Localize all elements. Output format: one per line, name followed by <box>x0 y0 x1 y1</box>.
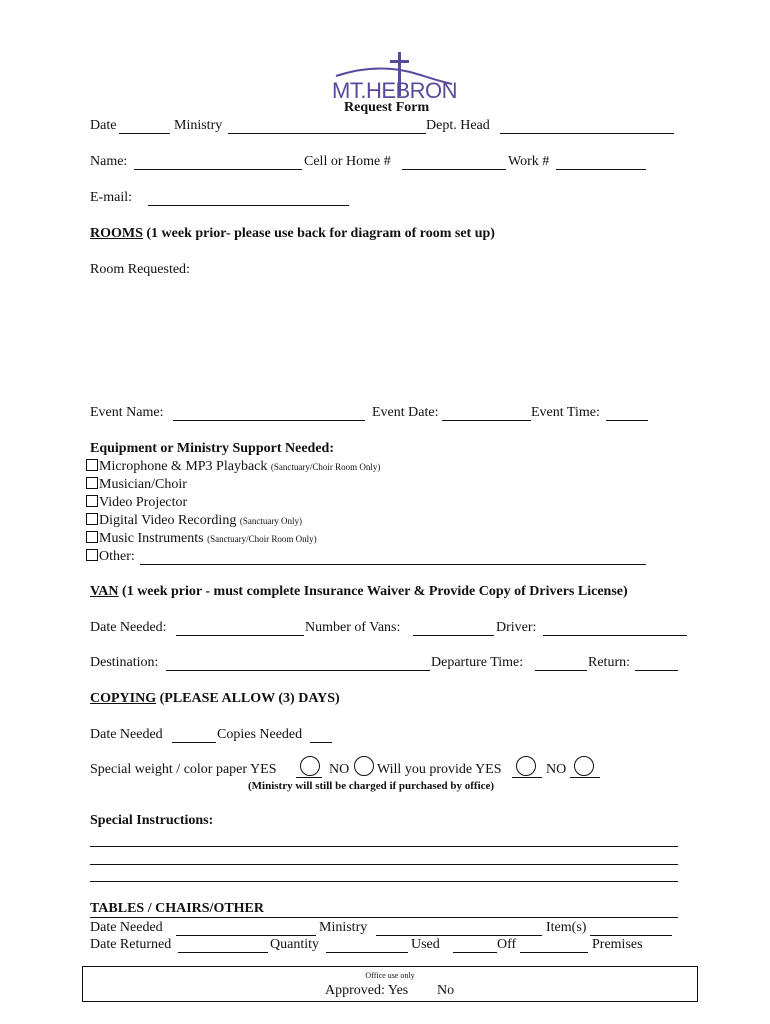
tables-date-needed-label: Date Needed <box>90 920 163 935</box>
ministry-field[interactable] <box>228 133 426 134</box>
special-instructions-line-2[interactable] <box>90 864 678 865</box>
used-label: Used <box>411 937 440 952</box>
approved-yes[interactable]: Approved: Yes <box>325 983 409 998</box>
checkbox[interactable] <box>86 549 98 561</box>
tables-heading-line <box>90 917 678 918</box>
rooms-heading: ROOMS (1 week prior- please use back for diagram of room set up) <box>90 226 495 241</box>
num-vans-label: Number of Vans: <box>305 620 401 635</box>
work-field[interactable] <box>556 169 646 170</box>
destination-label: Destination: <box>90 655 159 670</box>
provide-no-underline <box>570 777 600 778</box>
van-heading: VAN (1 week prior - must complete Insurance Waiver & Provide Copy of Drivers License) <box>90 584 628 599</box>
event-time-label: Event Time: <box>531 405 600 420</box>
equipment-item-video-recording[interactable]: Digital Video Recording (Sanctuary Only) <box>86 513 302 529</box>
cell-field[interactable] <box>402 169 506 170</box>
will-provide-no-label: NO <box>546 762 567 777</box>
event-name-label: Event Name: <box>90 405 164 420</box>
logo-text: MT.HEBRON <box>332 78 458 103</box>
date-returned-field[interactable] <box>178 952 268 953</box>
equipment-item-other[interactable]: Other: <box>86 549 135 565</box>
equipment-heading: Equipment or Ministry Support Needed: <box>90 441 334 456</box>
event-date-label: Event Date: <box>372 405 439 420</box>
special-paper-label: Special weight / color paper YES <box>90 762 277 777</box>
equipment-item-microphone[interactable]: Microphone & MP3 Playback (Sanctuary/Choir Room Only) <box>86 459 380 475</box>
date-returned-label: Date Returned <box>90 937 172 952</box>
will-provide-no-radio[interactable] <box>574 756 594 776</box>
other-field[interactable] <box>140 564 646 565</box>
date-field[interactable] <box>119 133 170 134</box>
email-field[interactable] <box>148 205 349 206</box>
special-paper-no-radio[interactable] <box>354 756 374 776</box>
departure-label: Departure Time: <box>431 655 524 670</box>
approved-no[interactable]: No <box>437 983 455 998</box>
copies-needed-field[interactable] <box>310 742 332 743</box>
destination-field[interactable] <box>166 670 430 671</box>
event-date-field[interactable] <box>442 420 531 421</box>
will-provide-label: Will you provide YES <box>377 762 502 777</box>
equipment-item-projector[interactable]: Video Projector <box>86 495 187 511</box>
name-label: Name: <box>90 154 128 169</box>
will-provide-yes-radio[interactable] <box>516 756 536 776</box>
used-field[interactable] <box>453 952 497 953</box>
date-label: Date <box>90 118 117 133</box>
quantity-label: Quantity <box>270 937 319 952</box>
event-name-field[interactable] <box>173 420 365 421</box>
checkbox[interactable] <box>86 495 98 507</box>
special-paper-no-label: NO <box>329 762 350 777</box>
ministry-label: Ministry <box>174 118 223 133</box>
special-paper-yes-radio[interactable] <box>300 756 320 776</box>
office-use-label: Office use only <box>365 971 415 980</box>
tables-date-needed-field[interactable] <box>176 935 316 936</box>
special-instructions-heading: Special Instructions: <box>90 813 214 828</box>
cell-label: Cell or Home # <box>304 154 391 169</box>
room-requested-label: Room Requested: <box>90 262 190 277</box>
equipment-item-musician[interactable]: Musician/Choir <box>86 477 187 493</box>
return-field[interactable] <box>635 670 678 671</box>
off-field[interactable] <box>520 952 588 953</box>
copies-needed-label: Copies Needed <box>217 727 303 742</box>
tables-items-label: Item(s) <box>546 920 587 935</box>
special-instructions-line-1[interactable] <box>90 846 678 847</box>
special-instructions-line-3[interactable] <box>90 881 678 882</box>
quantity-field[interactable] <box>326 952 408 953</box>
departure-field[interactable] <box>535 670 587 671</box>
premises-label: Premises <box>592 937 643 952</box>
checkbox[interactable] <box>86 531 98 543</box>
dept-head-label: Dept. Head <box>426 118 490 133</box>
checkbox[interactable] <box>86 513 98 525</box>
van-date-label: Date Needed: <box>90 620 167 635</box>
form-title: Request Form <box>344 100 430 115</box>
tables-items-field[interactable] <box>590 935 672 936</box>
mt-hebron-logo <box>330 50 460 106</box>
email-label: E-mail: <box>90 190 132 205</box>
tables-ministry-field[interactable] <box>376 935 542 936</box>
checkbox[interactable] <box>86 459 98 471</box>
checkbox[interactable] <box>86 477 98 489</box>
copying-heading: COPYING (PLEASE ALLOW (3) DAYS) <box>90 691 340 706</box>
tables-ministry-label: Ministry <box>319 920 368 935</box>
van-date-field[interactable] <box>176 635 304 636</box>
num-vans-field[interactable] <box>413 635 494 636</box>
event-time-field[interactable] <box>606 420 648 421</box>
driver-field[interactable] <box>543 635 687 636</box>
office-use-box <box>82 966 698 1002</box>
copy-date-label: Date Needed <box>90 727 163 742</box>
dept-head-field[interactable] <box>500 133 674 134</box>
provide-yes-underline <box>512 777 542 778</box>
driver-label: Driver: <box>496 620 537 635</box>
tables-heading: TABLES / CHAIRS/OTHER <box>90 901 265 916</box>
copy-date-field[interactable] <box>172 742 216 743</box>
work-label: Work # <box>508 154 550 169</box>
equipment-item-instruments[interactable]: Music Instruments (Sanctuary/Choir Room Only) <box>86 531 317 547</box>
charge-note: (Ministry will still be charged if purchased by office) <box>248 780 495 792</box>
name-field[interactable] <box>134 169 302 170</box>
yes-underline <box>296 777 322 778</box>
return-label: Return: <box>588 655 630 670</box>
off-label: Off <box>497 937 517 952</box>
